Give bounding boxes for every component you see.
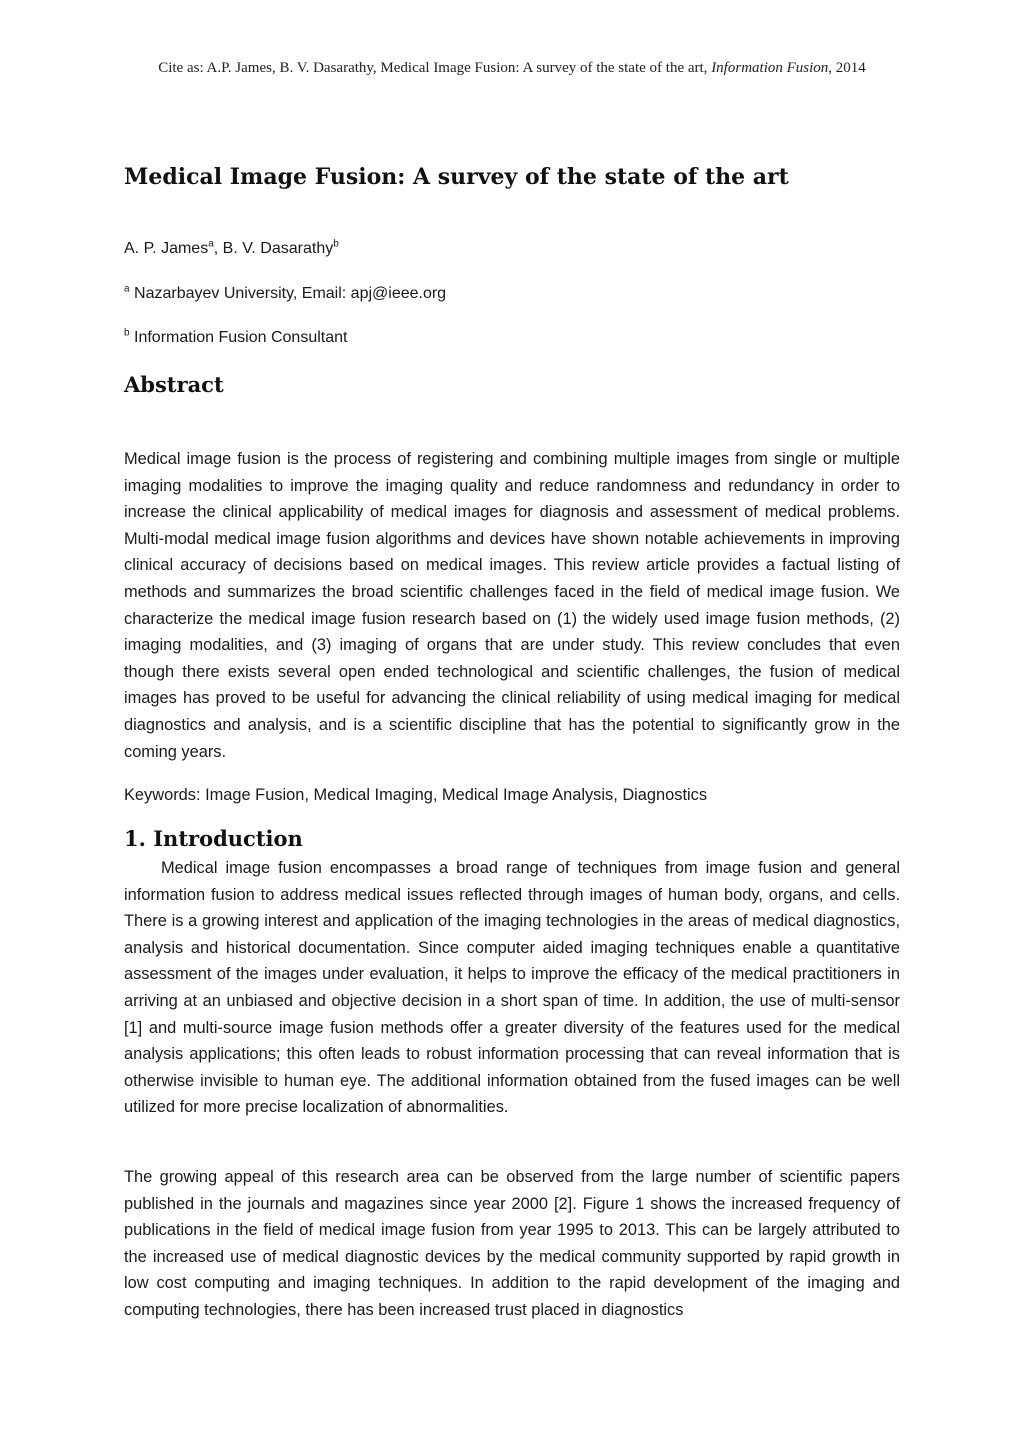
author-separator: , [213,240,223,257]
citation-prefix: Cite as: A.P. James, B. V. Dasarathy, Medical Image Fusion: A survey of the state of the art, [158,60,712,76]
author-dasarathy-mark: b [333,238,339,250]
affiliation-a-text: Nazarbayev University, Email: apj@ieee.org [129,285,447,302]
abstract-heading: Abstract [124,372,224,397]
citation-journal: Information Fusion [711,60,829,76]
introduction-paragraph-1: Medical image fusion encompasses a broad range of techniques from image fusion and general information fusion to address medical issues reflected through images of human body, organs, and cells. There is a growing interest and application of the imaging technologies in the areas of medical diagnostics, analysis and historical documentation. Since computer aided imaging techniques enable a quantitative assessment of the images under evaluation, it helps to improve the efficacy of the medical practitioners in arriving at an unbiased and objective decision in a short span of time. In addition, the use of multi-sensor [1] and multi-source image fusion methods offer a greater diversity of the features used for the medical analysis applications; this often leads to robust information processing that can reveal information that is otherwise invisible to human eye. The additional information obtained from the fused images can be well utilized for more precise localization of abnormalities. [124,859,900,1117]
citation-year: , 2014 [828,60,866,76]
introduction-heading: 1. Introduction [124,826,303,851]
author-james-mark: a [208,238,214,250]
affiliation-a [124,285,446,303]
affiliation-b-text: Information Fusion Consultant [129,329,348,346]
affiliation-b-mark: b [124,327,130,339]
author-list [124,240,339,258]
affiliation-b [124,329,347,347]
affiliation-a-mark: a [124,283,130,295]
paper-title: Medical Image Fusion: A survey of the state of the art [124,164,789,190]
author-james: A. P. James [124,240,209,257]
introduction-paragraph-2: The growing appeal of this research area can be observed from the large number of scientific papers published in the journals and magazines since year 2000 [2]. Figure 1 shows the increased frequency of publications in the field of medical image fusion from year 1995 to 2013. This can be largely attributed to the increased use of medical diagnostic devices by the medical community supported by rapid growth in low cost computing and imaging techniques. In addition to the rapid development of the imaging and computing technologies, there has been increased trust placed in diagnostics [124,1168,900,1319]
abstract-paragraph: Medical image fusion is the process of registering and combining multiple images from single or multiple imaging modalities to improve the imaging quality and reduce randomness and redundancy in order to increase the clinical applicability of medical images for diagnosis and assessment of medical problems. Multi-modal medical image fusion algorithms and devices have shown notable achievements in improving clinical accuracy of decisions based on medical images. This review article provides a factual listing of methods and summarizes the broad scientific challenges faced in the field of medical image fusion. We characterize the medical image fusion research based on (1) the widely used image fusion methods, (2) imaging modalities, and (3) imaging of organs that are under study. This review concludes that even though there exists several open ended technological and scientific challenges, the fusion of medical images has proved to be useful for advancing the clinical reliability of using medical imaging for medical diagnostics and analysis, and is a scientific discipline that has the potential to significantly grow in the coming years. [124,450,900,761]
keywords-line: Keywords: Image Fusion, Medical Imaging, Medical Image Analysis, Diagnostics [124,786,708,804]
citation-line [0,60,1024,77]
author-dasarathy: B. V. Dasarathy [222,240,334,257]
